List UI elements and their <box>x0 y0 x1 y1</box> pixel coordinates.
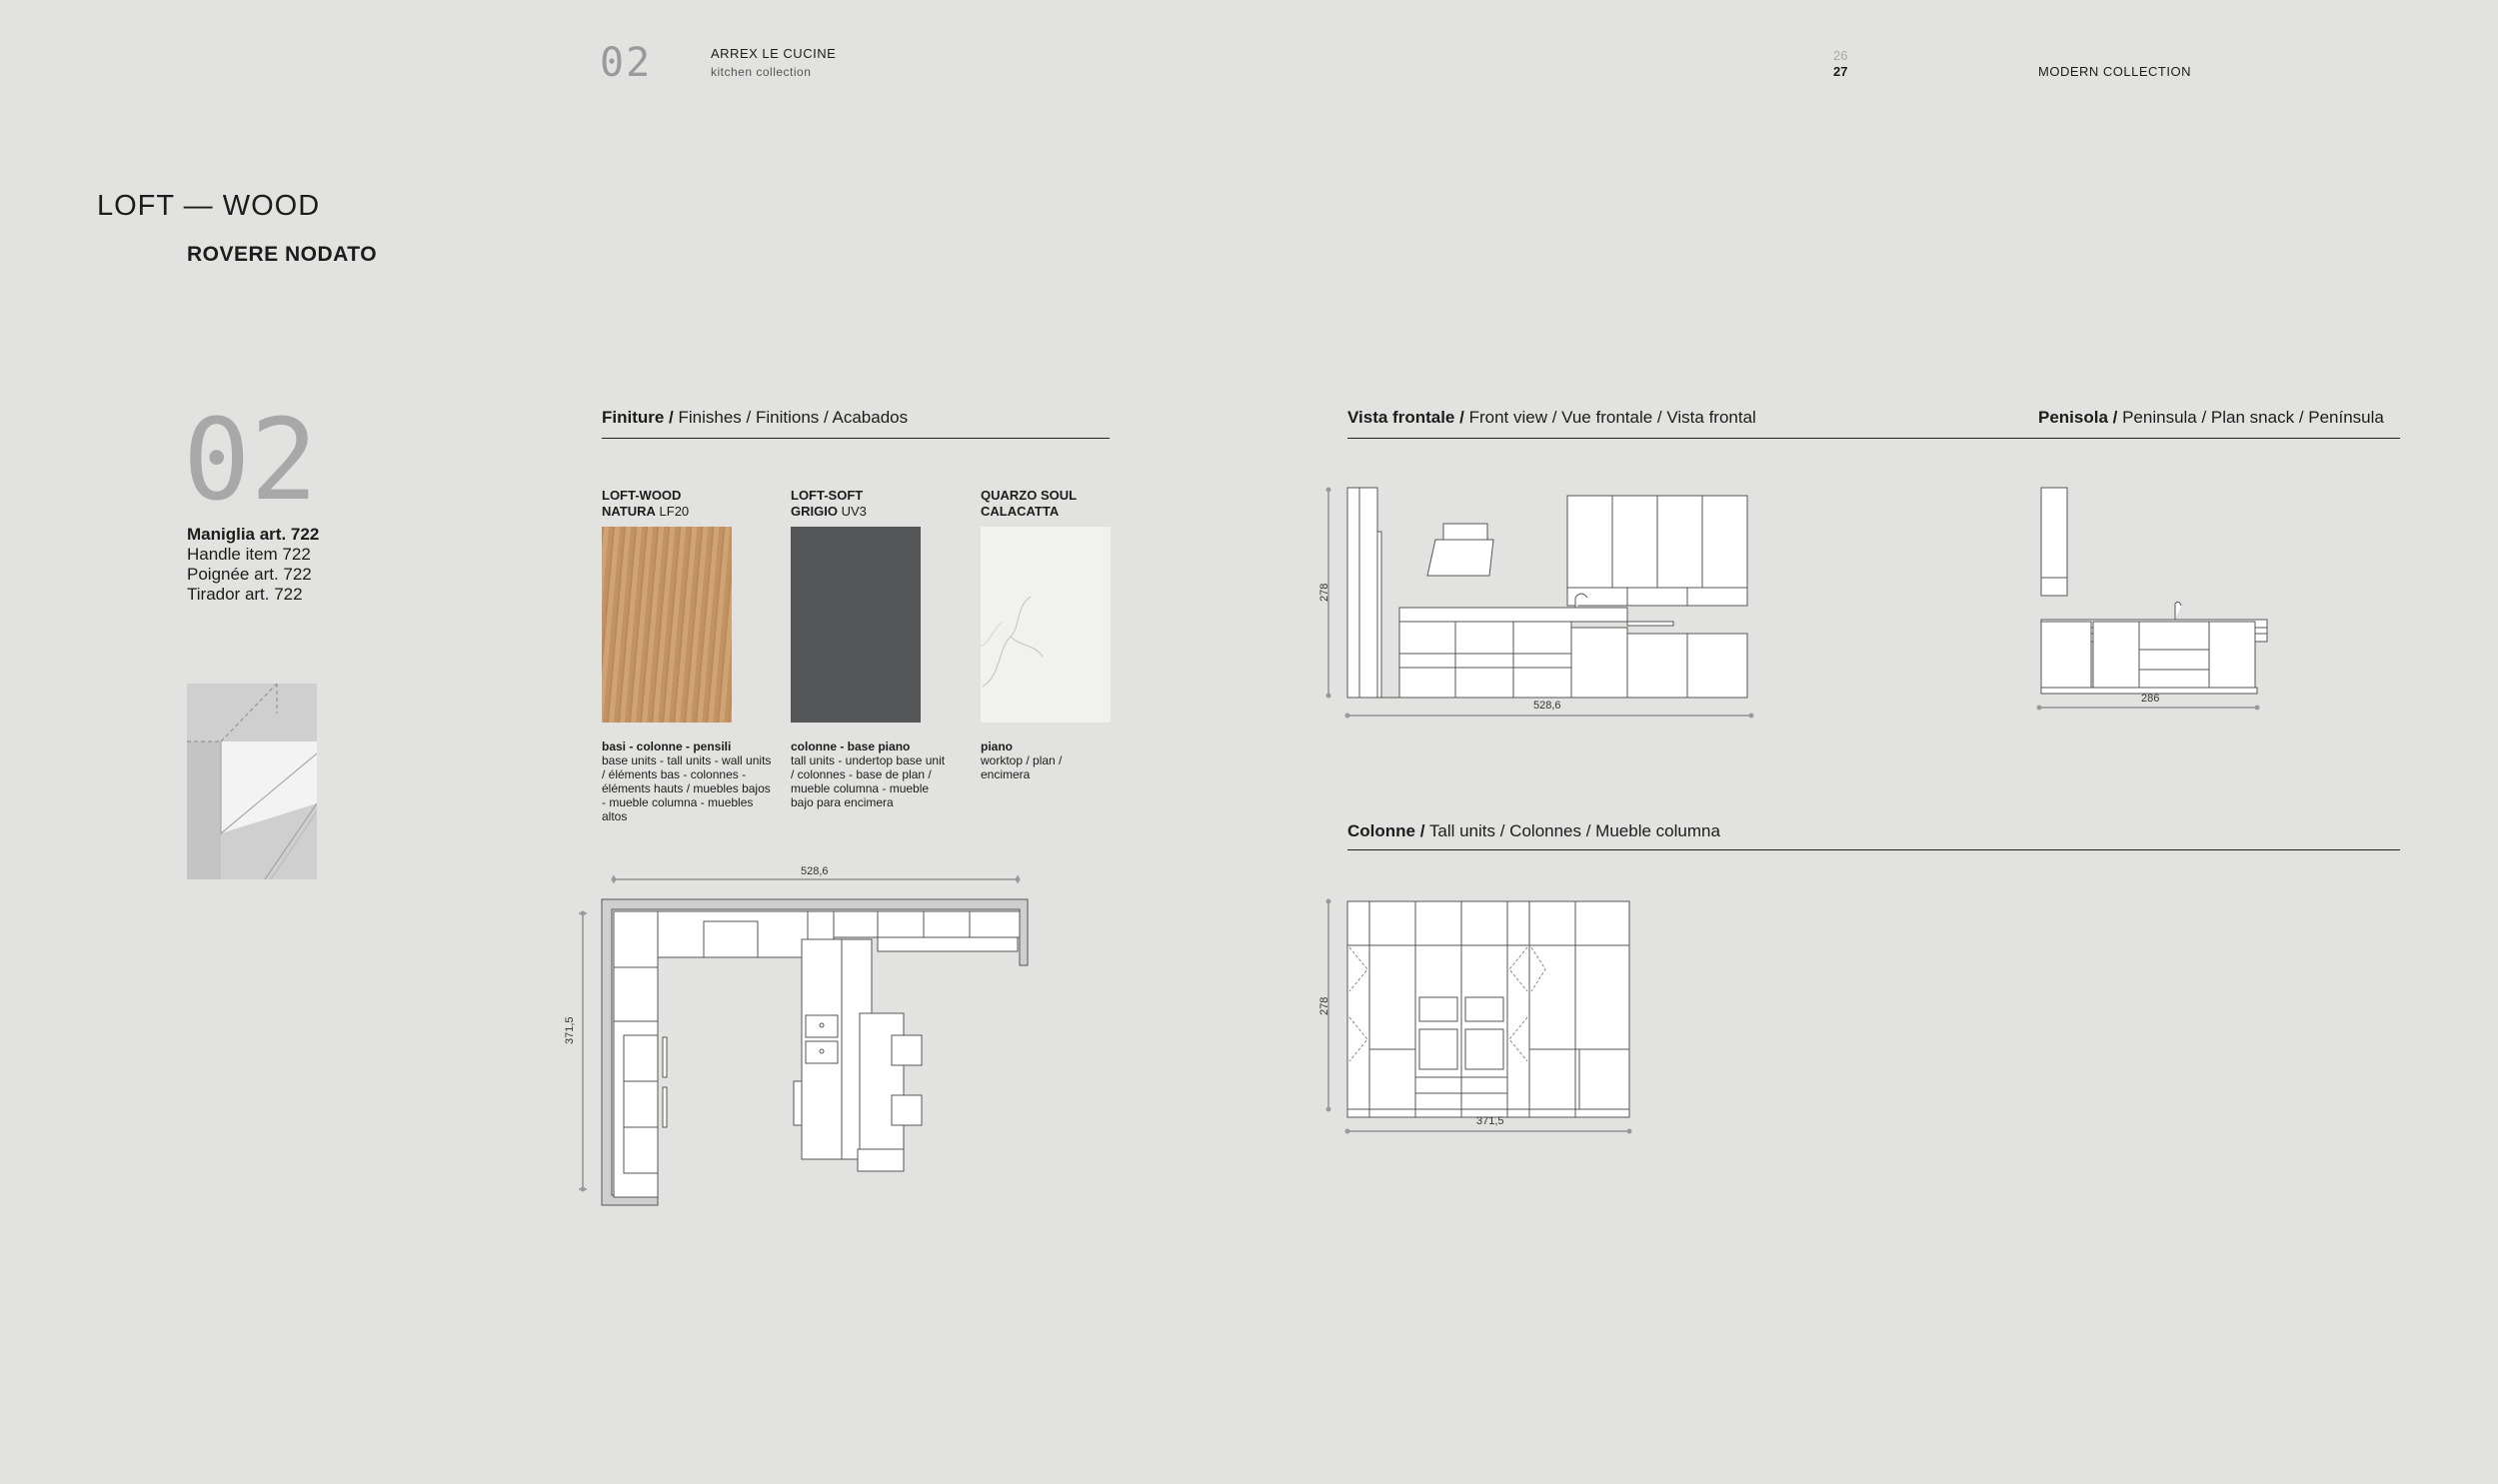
finish-code-2: UV3 <box>837 504 867 519</box>
page-number-left: 26 <box>1833 48 1848 63</box>
handle-line-fr: Poignée art. 722 <box>187 565 312 584</box>
finish-usage-3: piano <box>981 740 1013 753</box>
page-title: LOFT — WOOD <box>97 190 321 222</box>
finish-name-1b: NATURA <box>602 504 656 519</box>
page-subtitle: ROVERE NODATO <box>187 243 378 266</box>
front-view-drawing <box>1315 480 1775 730</box>
finishes-divider <box>602 438 1110 439</box>
handle-detail-image <box>187 684 317 879</box>
page-number-right: 27 <box>1833 64 1848 79</box>
finish-name-3b: CALACATTA <box>981 504 1060 519</box>
finish-label-quarzo <box>981 488 1077 520</box>
finish-swatch-marble <box>981 527 1111 723</box>
tall-units-divider <box>1347 849 2400 850</box>
finish-description-2 <box>791 740 951 809</box>
plan-width-dimension: 528,6 <box>801 865 829 877</box>
front-view-heading-it: Vista frontale / <box>1347 408 1464 427</box>
handle-line-it: Maniglia art. 722 <box>187 525 320 544</box>
handle-line-es: Tirador art. 722 <box>187 585 303 604</box>
handle-description <box>187 525 319 605</box>
tall-units-heading <box>1347 821 1720 841</box>
finish-name-3: QUARZO SOUL <box>981 488 1078 503</box>
brand-subtitle: kitchen collection <box>711 65 812 79</box>
plan-depth-dimension: 371,5 <box>564 1016 576 1044</box>
finishes-heading <box>602 408 908 428</box>
finish-label-loft-soft <box>791 488 867 520</box>
finish-name-1: LOFT-WOOD <box>602 488 682 503</box>
kitchen-floor-plan <box>560 859 1060 1219</box>
finish-swatch-grey <box>791 527 921 723</box>
finish-label-loft-wood <box>602 488 689 520</box>
finish-usage-translation-2: tall units - undertop base unit / colonnes - base de plan / mueble columna - mueble bajo para encimera <box>791 753 946 809</box>
brand-name: ARREX LE CUCINE <box>711 46 837 61</box>
finish-usage-translation-3: worktop / plan / encimera <box>981 753 1063 781</box>
peninsula-heading-it: Penisola / <box>2038 408 2118 427</box>
collection-name: MODERN COLLECTION <box>2038 64 2191 79</box>
finish-name-2: LOFT-SOFT <box>791 488 864 503</box>
front-view-heading-translations: Front view / Vue frontale / Vista frontal <box>1463 408 1756 427</box>
tall-units-width-dimension: 371,5 <box>1476 1115 1504 1127</box>
tall-units-heading-it: Colonne / <box>1347 821 1425 840</box>
finishes-heading-translations: Finishes / Finitions / Acabados <box>673 408 909 427</box>
tall-units-drawing <box>1315 889 1645 1139</box>
finish-description-1 <box>602 740 772 823</box>
finish-usage-1: basi - colonne - pensili <box>602 740 732 753</box>
finish-usage-2: colonne - base piano <box>791 740 911 753</box>
finish-usage-translation-1: base units - tall units - wall units / éléments bas - colonnes - éléments hauts / muebles bajos - mueble columna - muebles altos <box>602 753 772 823</box>
views-divider <box>1347 438 2400 439</box>
finish-swatch-wood <box>602 527 732 723</box>
front-width-dimension: 528,6 <box>1533 700 1561 712</box>
finish-code-1: LF20 <box>655 504 690 519</box>
front-height-dimension: 278 <box>1318 583 1330 602</box>
tall-units-heading-translations: Tall units / Colonnes / Mueble columna <box>1424 821 1720 840</box>
finish-name-2b: GRIGIO <box>791 504 838 519</box>
finish-description-3 <box>981 740 1101 781</box>
chapter-number: 02 <box>600 40 653 86</box>
peninsula-width-dimension: 286 <box>2141 693 2160 705</box>
tall-units-height-dimension: 278 <box>1318 996 1330 1015</box>
handle-number: 02 <box>183 396 318 526</box>
peninsula-heading-translations: Peninsula / Plan snack / Península <box>2117 408 2384 427</box>
peninsula-heading <box>2038 408 2384 428</box>
front-view-heading <box>1347 408 1756 428</box>
handle-line-en: Handle item 722 <box>187 545 311 564</box>
peninsula-drawing <box>2029 480 2289 720</box>
finishes-heading-it: Finiture / <box>602 408 674 427</box>
